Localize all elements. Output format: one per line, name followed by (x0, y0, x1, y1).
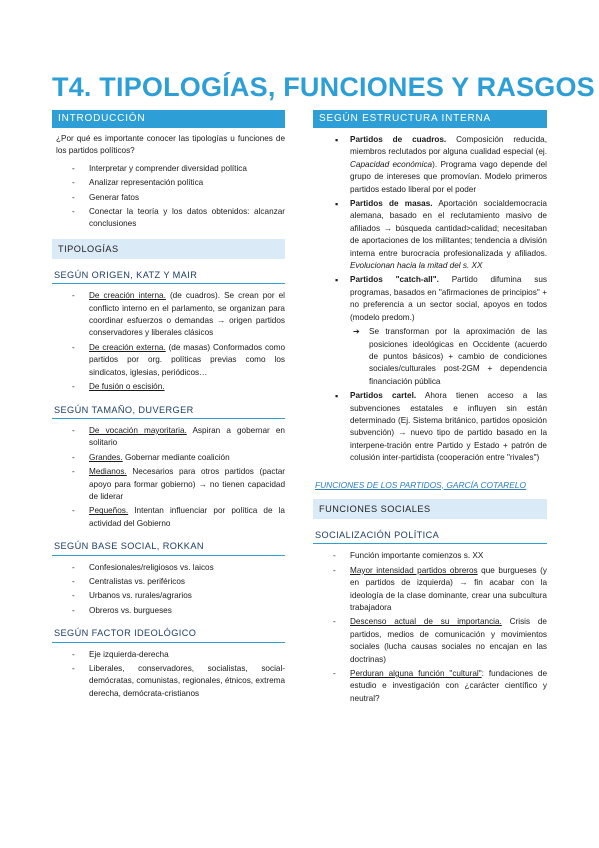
item-lead: Medianos. (89, 467, 127, 477)
section-heading-tipologias: TIPOLOGÍAS (52, 239, 285, 259)
list-item: - Eje izquierda-derecha (52, 649, 285, 661)
item-text: Ahora tienen acceso a las subvenciones estatales e influyen sin están determinado (Ej. Sistema británico, partidos oposición subvención) → nuevo tipo de partido basado en la interpene-tración entre Partido y Estado + patrón de colusión inter-partidista (cooperación entre "rivales") (350, 391, 547, 463)
item-text: Intentan influenciar por política de la actividad del Gobierno (89, 506, 285, 528)
list-item (52, 342, 285, 379)
list-item (313, 390, 547, 464)
list-item (52, 452, 285, 464)
socializacion-list (313, 550, 547, 705)
subsection-heading-socializacion: SOCIALIZACIÓN POLÍTICA (313, 529, 547, 544)
subsection-heading-origen: SEGÚN ORIGEN, KATZ Y MAIR (52, 269, 285, 284)
right-column (313, 110, 547, 707)
item-emphasis: Evolucionan hacia la mitad del s. XX (350, 261, 483, 271)
item-lead: Partidos cartel. (350, 391, 417, 401)
list-item: - Liberales, conservadores, socialistas, social-demócratas, comunistas, regionales, étnicos, extrema derecha, demócrata-cristianos (52, 663, 285, 700)
subsection-heading-ideologico: SEGÚN FACTOR IDEOLÓGICO (52, 627, 285, 642)
item-lead: Partidos de cuadros. (350, 135, 447, 144)
list-item (52, 425, 285, 450)
intro-question: ¿Por qué es importante conocer las tipologías u funciones de los partidos políticos? (56, 134, 285, 156)
list-item: - Confesionales/religiosos vs. laicos (52, 562, 285, 574)
section-heading-funciones-sociales: FUNCIONES SOCIALES (313, 499, 547, 519)
list-subitem: ➔ Se transforman por la aproximación de las posiciones ideológicas en Occidente (acuerdo de puntos básicos) + cambio de condiciones sociales/culturales post-2GM + dependencia financiación pública (313, 326, 547, 388)
section-heading-introduccion: INTRODUCCIÓN (52, 110, 285, 128)
tamano-list (52, 425, 285, 530)
funciones-link[interactable]: FUNCIONES DE LOS PARTIDOS, GARCÍA COTARELO (315, 479, 526, 490)
list-item (52, 466, 285, 503)
item-text: (de cuadros). Se crean por el conflicto interno en el parlamento, se organizan para coordinar esfuerzos o demandas → origen partidos conservadores y liberales clásicos (89, 291, 285, 338)
subsection-heading-tamano: SEGÚN TAMAÑO, DUVERGER (52, 404, 285, 419)
item-text: Aspiran a gobernar en solitario (89, 425, 285, 448)
item-text: Función importante comienzos s. XX (350, 551, 484, 561)
list-item: - Analizar representación política (52, 177, 285, 189)
base-list (52, 562, 285, 618)
list-item: - Centralistas vs. periféricos (52, 576, 285, 588)
list-item (313, 616, 547, 666)
list-item: - Generar fatos (52, 192, 285, 204)
item-text: Gobernar mediante coalición (122, 452, 230, 462)
list-item (52, 381, 285, 393)
item-lead: De creación interna. (89, 291, 166, 301)
list-item (52, 505, 285, 530)
left-column (52, 110, 285, 702)
list-item (313, 198, 547, 272)
item-emphasis: Capacidad económica (350, 159, 433, 169)
item-text: Necesarios para otros partidos (pactar apoyo para formar gobierno) → no tienen capacidad de liderar (89, 467, 285, 501)
item-text: Partido difumina sus programas, basados en "afirmaciones de principios" + no preferencia a un sector social, apoyos en todos (modelo predom.) (350, 275, 547, 322)
item-lead: Descenso actual de su importancia. (350, 617, 502, 627)
item-text: que burgueses (y en partidos de izquierda) → fin acabar con la ideología de la clase dominante, crear una subcultura trabajadora (350, 565, 547, 612)
item-lead: De creación externa. (89, 342, 166, 352)
item-lead: Partidos de masas. (350, 199, 433, 209)
subsection-heading-base-social: SEGÚN BASE SOCIAL, ROKKAN (52, 540, 285, 555)
item-lead: Pequeños. (89, 506, 129, 516)
ideologico-list (52, 649, 285, 701)
estructura-list (313, 134, 547, 465)
item-lead: Grandes. (89, 452, 123, 462)
item-text: (de masas) Conformados como partidos por org. políticas previas como los sindicatos, iglesias, periódicos… (89, 342, 285, 377)
item-lead: De vocación mayoritaria. (89, 425, 187, 435)
list-item: - Obreros vs. burgueses (52, 605, 285, 617)
page-title: T4. TIPOLOGÍAS, FUNCIONES Y RASGOS (52, 72, 595, 102)
list-item: - Urbanos vs. rurales/agrarios (52, 590, 285, 602)
list-item (313, 134, 547, 196)
list-item (52, 290, 285, 340)
item-text: Crisis de partidos, medios de comunicación y movimientos sociales (lucha causas sociales no encajan en las doctrinas) (350, 617, 547, 664)
list-item (313, 668, 547, 705)
list-item: - Conectar la teoría y los datos obtenidos: alcanzar conclusiones (52, 206, 285, 231)
item-text: Composición reducida, miembros reclutados por alguna cualidad especial (ej. (350, 135, 547, 157)
item-lead: De fusión o escisión. (89, 382, 165, 392)
origen-list (52, 290, 285, 393)
list-item (313, 274, 547, 324)
intro-list (52, 163, 285, 231)
item-lead: Partidos "catch-all". (350, 275, 439, 285)
item-lead: Mayor intensidad partidos obreros (350, 565, 478, 575)
list-item (313, 565, 547, 615)
list-item (313, 550, 547, 562)
item-tail: ). Programa vago depende del grupo de intereses que promovían. Modelo primeros partidos estado liberal por el poder (350, 159, 547, 194)
item-text: Aportación socialdemocracia alemana, basado en el reclutamiento masivo de afiliados → búsqueda cantidad>calidad; necesitaban de aportaciones de los militantes; tendencia a división interna entre burocracia profesionalizada y afiliados. (350, 199, 547, 258)
section-heading-estructura: SEGÚN ESTRUCTURA INTERNA (313, 110, 547, 128)
list-item: - Interpretar y comprender diversidad política (52, 163, 285, 175)
item-text: : fundaciones de estudio e investigación con ¿carácter científico y neutral? (350, 669, 547, 703)
item-lead: Perduran alguna función "cultural" (350, 669, 482, 679)
